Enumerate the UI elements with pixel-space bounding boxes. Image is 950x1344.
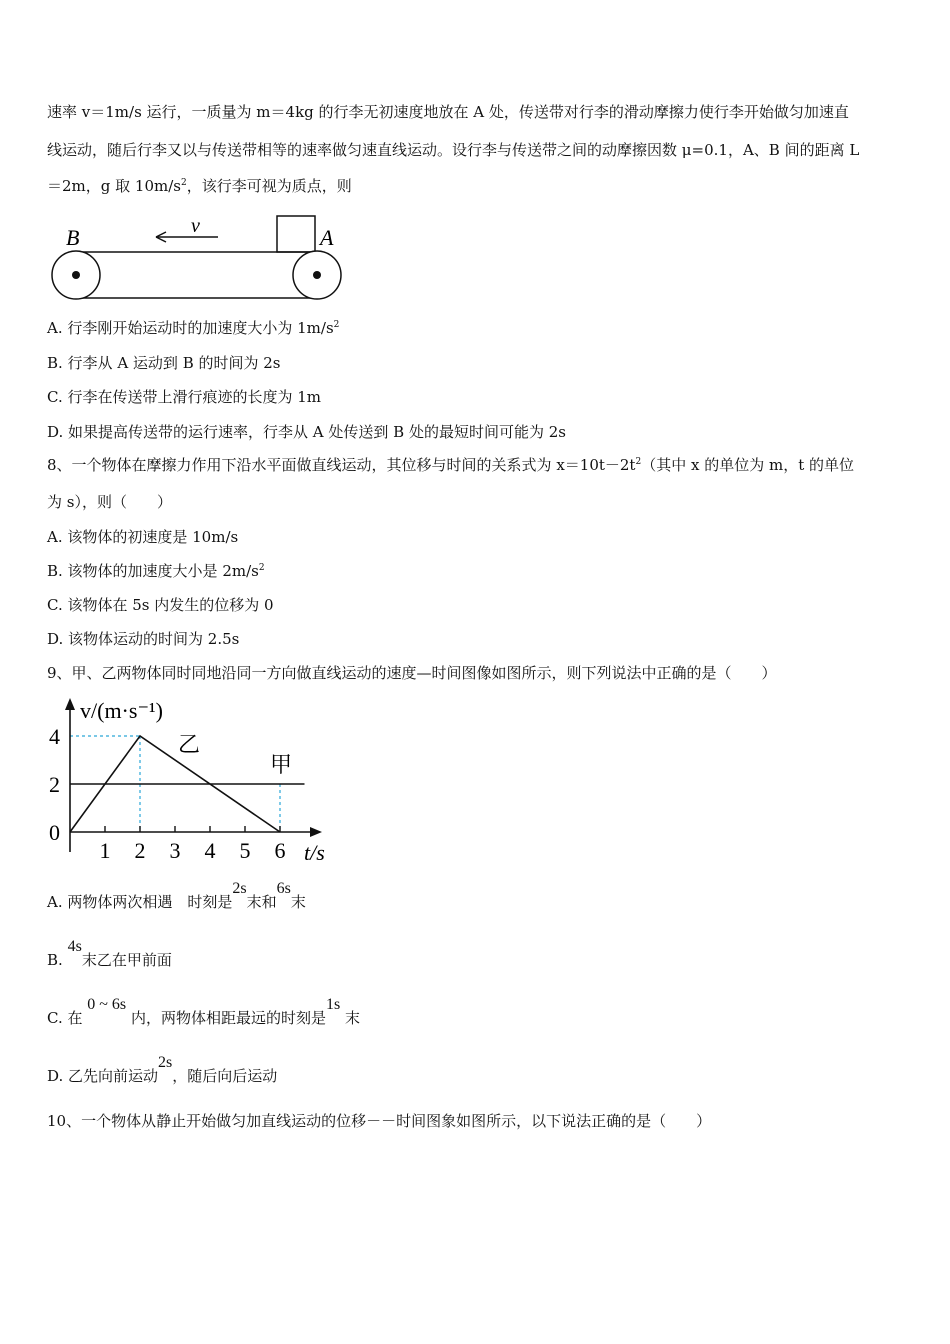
velocity-time-chart (40, 692, 350, 872)
label-v: v (191, 215, 200, 237)
q8-option-c[interactable]: C. 该物体在 5s 内发生的位移为 0 (47, 596, 274, 614)
label-b: B (66, 225, 80, 250)
label-a: A (320, 225, 334, 250)
x-tick-label-1: 1 (99, 838, 111, 863)
luggage-box (277, 216, 315, 252)
q7-option-d[interactable]: D. 如果提高传送带的运行速率，行李从 A 处传送到 B 处的最短时间可能为 2s (47, 423, 566, 441)
q9-stem: 9、甲、乙两物体同时同地沿同一方向做直线运动的速度—时间图像如图所示，则下列说法中正确的是（ ） (47, 664, 777, 682)
q7-stem-line-3: ＝2m，g 取 $10m/s^2$，该行李可视为质点，则 (47, 177, 352, 195)
x-tick-label-3: 3 (169, 838, 181, 863)
x-axis-arrow (310, 827, 322, 837)
q7-stem-line-1: 速率 v＝1m/s 运行，一质量为 m＝4kg 的行李无初速度地放在 A 处，传送带对行李的滑动摩擦力使行李开始做匀加速直 (47, 103, 849, 121)
x-tick-label-4: 4 (204, 838, 216, 863)
q10-stem: 10、一个物体从静止开始做匀加直线运动的位移－－时间图象如图所示，以下说法正确的是（ ） (47, 1112, 712, 1130)
q7-option-b[interactable]: B. 行李从 A 运动到 B 的时间为 2s (47, 354, 281, 372)
x-tick-label-2: 2 (134, 838, 146, 863)
q8-stem-line-1: 8、一个物体在摩擦力作用下沿水平面做直线运动，其位移与时间的关系式为 $x=10t-2t^2$（其中 x 的单位为 m，t 的单位 (47, 456, 854, 474)
q9-option-d[interactable]: D. 乙先向前运动2s，随后向后运动 (47, 1054, 278, 1085)
y-tick-label-2: 2 (49, 772, 60, 797)
conveyor-belt-figure (40, 210, 350, 305)
series-label-jia: 甲 (270, 752, 293, 777)
y-tick-label-0: 0 (49, 820, 60, 845)
left-pulley-axle (72, 271, 80, 279)
series-label-yi: 乙 (178, 732, 201, 757)
x-axis-title: t/s (304, 840, 325, 865)
x-tick-label-5: 5 (239, 838, 251, 863)
q7-stem-line-2: 线运动，随后行李又以与传送带相等的速率做匀速直线运动。设行李与传送带之间的动摩擦因数 μ=0.1，A、B 间的距离 L (47, 141, 860, 159)
q8-option-d[interactable]: D. 该物体运动的时间为 2.5s (47, 630, 240, 648)
q7-option-c[interactable]: C. 行李在传送带上滑行痕迹的长度为 1m (47, 388, 322, 406)
right-pulley-axle (313, 271, 321, 279)
q8-stem-line-2: 为 s），则（ ） (47, 493, 172, 511)
q9-option-b[interactable]: B. 4s末乙在甲前面 (47, 938, 172, 969)
q9-option-a[interactable]: A. 两物体两次相遇 时刻是2s末和6s末 (47, 880, 306, 911)
y-tick-label-4: 4 (49, 724, 60, 749)
q7-option-a[interactable]: A. 行李刚开始运动时的加速度大小为 $1m/s^2$ (47, 319, 340, 337)
x-tick-label-6: 6 (274, 838, 286, 863)
q8-option-b[interactable]: B. 该物体的加速度大小是 $2m/s^2$ (47, 562, 265, 580)
y-axis-title: v/(m·s⁻¹) (80, 698, 163, 723)
q8-option-a[interactable]: A. 该物体的初速度是 10m/s (47, 528, 239, 546)
q9-option-c[interactable]: C. 在 0 ~ 6s 内，两物体相距最远的时刻是1s 末 (47, 996, 360, 1027)
y-axis-arrow (65, 698, 75, 710)
